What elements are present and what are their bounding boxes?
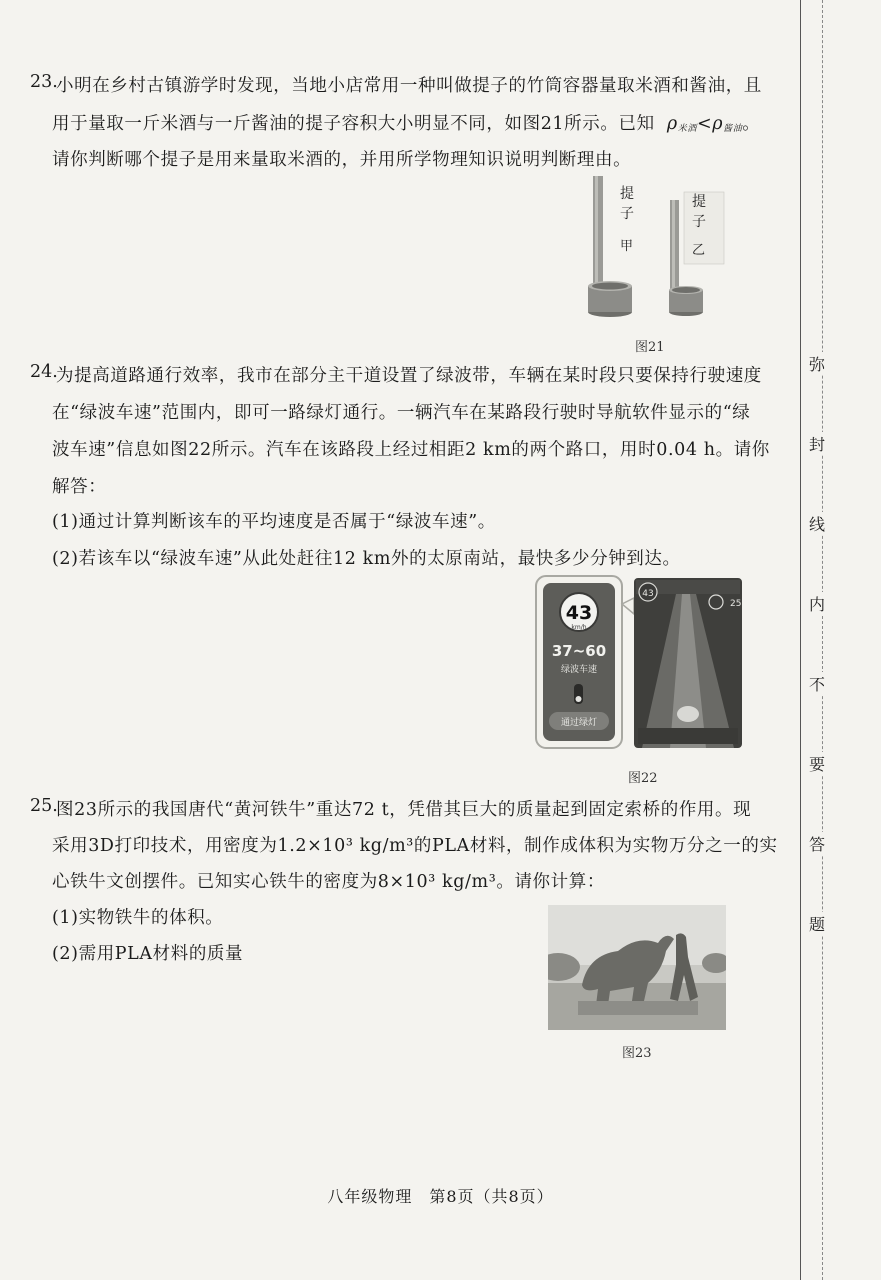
- small-number: 25: [730, 599, 742, 609]
- green-wave-range: 37~60: [551, 642, 607, 660]
- figure-22-navigation: [534, 574, 746, 750]
- figure-22-caption: 图22: [628, 771, 658, 786]
- q25-line-1: 图23所示的我国唐代“黄河铁牛”重达72 t，凭借其巨大的质量起到固定索桥的作用。现: [56, 800, 752, 820]
- q23-line-3: 请你判断哪个提子是用来量取米酒的，并用所学物理知识说明判断理由。: [52, 150, 632, 170]
- page-footer: 八年级物理 第8页（共8页）: [327, 1187, 554, 1206]
- binding-solid-line: [800, 0, 801, 1280]
- label-zi: 子: [692, 214, 706, 230]
- label-yi: 乙: [692, 243, 706, 258]
- current-speed: 43: [565, 602, 593, 624]
- q25-sub-1: (1)实物铁牛的体积。: [52, 908, 224, 928]
- q25-line-3: 心铁牛文创摆件。已知实心铁牛的密度为8×10³ kg/m³。请你计算：: [52, 872, 605, 892]
- question-number: 23.: [30, 72, 58, 92]
- speed-unit: km/h: [571, 624, 587, 631]
- label-jia: 甲: [620, 239, 634, 254]
- binding-char: 内: [805, 592, 829, 615]
- small-speed: 43: [642, 589, 654, 599]
- binding-char: 题: [805, 912, 829, 935]
- binding-char: 弥: [805, 352, 829, 375]
- q23-line-2: 用于量取一斤米酒与一斤酱油的提子容积大小明显不同，如图21所示。已知 $\rho_{米酒}<\rho_{酱油}$。: [52, 114, 761, 134]
- q24-line-1: 为提高道路通行效率，我市在部分主干道设置了绿波带，车辆在某时段只要保持行驶速度: [56, 366, 762, 386]
- label-ti: 提: [692, 194, 706, 210]
- q24-line-3: 波车速”信息如图22所示。汽车在该路段上经过相距2 km的两个路口，用时0.04 h。请你: [52, 440, 770, 460]
- q25-sub-2: (2)需用PLA材料的质量: [52, 944, 244, 964]
- figure-23-caption: 图23: [622, 1046, 652, 1061]
- figure-21-ladles: [560, 172, 730, 322]
- figure-23-iron-ox-photo: [548, 905, 726, 1030]
- figure-21-caption: 图21: [635, 340, 665, 355]
- label-zi: 子: [620, 206, 634, 222]
- q24-sub-2: (2)若该车以“绿波车速”从此处赶往12 km外的太原南站，最快多少分钟到达。: [52, 549, 681, 569]
- binding-char: 封: [805, 432, 829, 455]
- question-number: 24.: [30, 362, 58, 382]
- density-inequality: $\rho_{米酒}<\rho_{酱油}$: [666, 114, 743, 134]
- q24-sub-1: (1)通过计算判断该车的平均速度是否属于“绿波车速”。: [52, 512, 496, 532]
- q24-line-2: 在“绿波车速”范围内，即可一路绿灯通行。一辆汽车在某路段行驶时导航软件显示的“绿: [52, 403, 751, 423]
- q25-line-2: 采用3D打印技术，用密度为1.2×10³ kg/m³的PLA材料，制作成体积为实物万分之一的实: [52, 836, 778, 856]
- green-wave-label: 绿波车速: [560, 665, 598, 675]
- binding-char: 要: [805, 752, 829, 775]
- binding-char: 不: [805, 672, 829, 695]
- question-number: 25.: [30, 796, 58, 816]
- car-icon: [677, 706, 699, 722]
- label-ti: 提: [620, 186, 634, 202]
- binding-char: 答: [805, 832, 829, 855]
- q24-line-4: 解答：: [52, 477, 107, 497]
- pass-green-light-label: 通过绿灯: [560, 718, 598, 728]
- binding-char: 线: [805, 512, 829, 535]
- binding-dashed-line: [822, 0, 823, 1280]
- q23-line-1: 小明在乡村古镇游学时发现，当地小店常用一种叫做提子的竹筒容器量取米酒和酱油，且: [56, 76, 762, 96]
